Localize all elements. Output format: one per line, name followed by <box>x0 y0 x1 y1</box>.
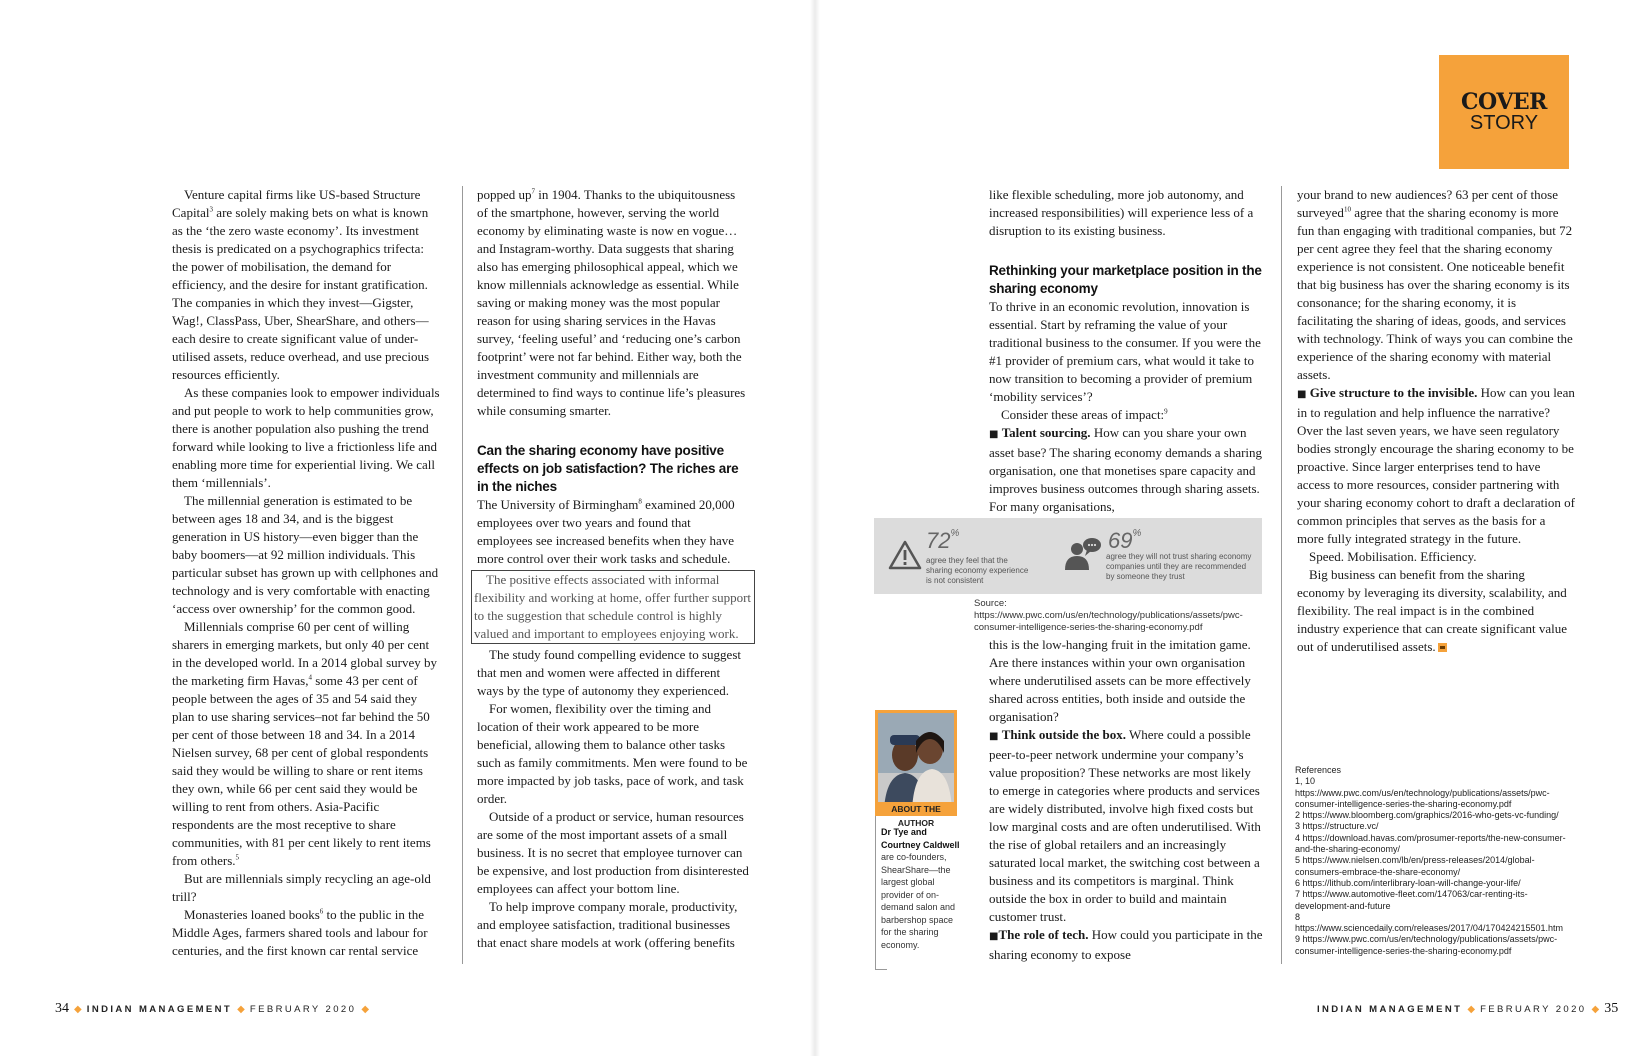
bullet-text: Where could a possible peer-to-peer network undermine your company’s value proposition? These networks are most likely to emerge in categories where products and services are widely distributed, involve high fixed costs but low marginal costs and are often underutilised. With the rise of global retailers and an increasingly saturated local market, the switching cost between a business and its competitors is marginal. Think outside the box in order to build and maintain customer trust. <box>989 727 1261 924</box>
paragraph: Speed. Mobilisation. Efficiency. <box>1309 549 1477 564</box>
subheading: Rethinking your marketplace position in the sharing economy <box>989 263 1262 296</box>
reference-item[interactable]: 9 https://www.pwc.com/us/en/technology/publications/assets/pwc-consumer-intelligence-series-the-sharing-economy.pdf <box>1295 934 1558 956</box>
cover-story-tag <box>1439 55 1569 169</box>
paragraph: your brand to new audiences? 63 per cent of those surveyed$^{10}$ agree that the sharing economy is more fun than engaging with traditional companies, but 72 per cent agree they feel that the sharing economy experience is not consistent. One noticeable benefit that big business has over the sharing economy is its consonance; for the sharing economy, it is facilitating the sharing of ideas, goods, and services with technology. Think of ways you can combine the experience of the sharing economy with material assets. <box>1297 187 1573 382</box>
footnote-marker: 6 <box>319 907 324 916</box>
stat-description: agree they will not trust sharing economy companies until they are recommended by someone they trust <box>1106 552 1252 581</box>
people-chat-icon <box>1063 536 1103 570</box>
paragraph: The University of Birmingham$^8$ examined 20,000 employees over two years and found that employees see increased benefits when they have more control over their work tasks and schedule. <box>477 497 735 566</box>
about-author-label: ABOUT THE AUTHOR <box>875 802 957 816</box>
issue-date: FEBRUARY 2020 <box>1480 1004 1587 1015</box>
footnote-marker: 5 <box>235 853 240 862</box>
bullet-item <box>989 926 1263 964</box>
paragraph: But are millennials simply recycling an age-old trill? <box>172 871 431 904</box>
boxed-quote <box>471 570 755 644</box>
paragraph <box>1297 566 1575 656</box>
diamond-icon: ◆ <box>237 1004 245 1015</box>
references <box>1295 765 1570 957</box>
bullet-text: How can you share your own asset base? The sharing economy demands a sharing organisation, one that monetises spare capacity and improves business outcomes through sharing assets. For many organisations, <box>989 425 1263 514</box>
author-description: are co-founders, ShearShare—the largest global provider of on-demand salon and barbershop space for the sharing economy. <box>881 852 956 950</box>
reference-item[interactable]: 5 https://www.nielsen.com/lb/en/press-releases/2014/global-consumers-embrace-the-share-economy/ <box>1295 855 1535 877</box>
page-gutter <box>810 0 820 1056</box>
paragraph: Millennials comprise 60 per cent of willing sharers in emerging markets, but only 40 per cent in the developed world. In a 2014 global survey by the marketing firm Havas,$^4$ some 43 per cent of people between the ages of 35 and 54 said they plan to use sharing services–not far behind the 50 per cent of those between 18 and 34. In a 2014 Nielsen survey, 68 per cent of global respondents said they would be willing to share or rent items they own, while 66 per cent said they would be willing to rent from others. Asia-Pacific respondents are the most receptive to share communities, with 81 per cent likely to rent items from others.$^5$ <box>172 619 437 868</box>
square-bullet-icon: ■ <box>989 731 999 742</box>
article-column-4 <box>1297 186 1575 656</box>
footnote-marker: 3 <box>209 205 214 214</box>
article-column-1 <box>172 186 442 960</box>
stats-source: Source: https://www.pwc.com/us/en/technology/publications/assets/pwc-consumer-intelligence-series-the-sharing-economy.pdf <box>974 598 1243 633</box>
stats-box <box>874 518 1262 594</box>
page-footer-right <box>1317 1001 1618 1017</box>
page-number: 35 <box>1604 1001 1619 1016</box>
paragraph: To thrive in an economic revolution, innovation is essential. Start by reframing the value of your traditional business to the consumer. If you were the #1 provider of premium cars, what would it take to now transition to becoming a provider of premium ‘mobility services’? <box>989 299 1261 404</box>
author-photo <box>875 710 957 813</box>
reference-item[interactable]: 3 https://structure.vc/ <box>1295 821 1379 832</box>
reference-item[interactable]: 6 https://lithub.com/interlibrary-loan-will-change-your-life/ <box>1295 877 1521 888</box>
magazine-name: INDIAN MANAGEMENT <box>86 1004 233 1015</box>
bullet-text: How could you participate in the sharing economy to expose <box>989 927 1263 962</box>
article-column-2 <box>474 186 752 952</box>
footnote-marker: 8 <box>638 497 642 506</box>
author-bio <box>881 826 961 951</box>
reference-item[interactable]: 8 https://www.sciencedaily.com/releases/2017/04/170424215501.htm <box>1295 911 1563 934</box>
footnote-marker: 4 <box>308 673 312 682</box>
diamond-icon: ◆ <box>1591 1004 1600 1015</box>
cover-tag-line2: STORY <box>1469 112 1539 134</box>
cover-tag-line1: COVER <box>1461 89 1547 115</box>
end-of-article-icon <box>1438 643 1447 652</box>
bullet-lead: Give structure to the invisible. <box>1309 385 1478 400</box>
paragraph: The millennial generation is estimated to be between ages 18 and 34, and is the biggest generation in US history—even bigger than the baby boomers—at 92 million individuals. This particular subset has grown up with cellphones and technology and is very comfortable with enacting ‘access over ownership’ for the common good. <box>172 493 439 616</box>
page-number: 34 <box>55 1001 69 1016</box>
article-column-3 <box>989 186 1263 516</box>
stat-value: 72% <box>926 528 960 553</box>
quote-text: The positive effects associated with informal flexibility and working at home, offer further support to the suggestion that schedule control is highly valued and important to employees enjoying work. <box>474 572 752 641</box>
stat-description: agree they feel that the sharing economy experience is not consistent <box>926 556 1029 585</box>
footnote-marker: 10 <box>1343 205 1351 214</box>
bullet-item <box>1297 384 1575 548</box>
footnote-marker: 7 <box>531 187 536 196</box>
author-box-rule <box>875 969 887 970</box>
stat-value: 69% <box>1108 528 1142 553</box>
reference-item[interactable]: 1, 10 https://www.pwc.com/us/en/technology/publications/assets/pwc-consumer-intelligence-series-the-sharing-economy.pdf <box>1295 776 1550 809</box>
diamond-icon: ◆ <box>74 1004 82 1015</box>
references-title: References <box>1295 765 1342 775</box>
page-footer-left <box>55 1001 369 1017</box>
author-portrait-image <box>878 713 954 810</box>
paragraph: popped $up^7$ in 1904. Thanks to the ubiquitousness of the smartphone, however, serving the world economy by eliminating waste is now en vogue… and Instagram-worthy. Data suggests that sharing also has emerging philosophical appeal, which we know millennials acknowledge as essential. While saving or making money was the most popular reason for using sharing services in the Havas survey, ‘feeling useful’ and ‘reducing one’s carbon footprint’ were not far behind. Either way, both the investment community and millennials are determined to find ways to continue life’s pleasures while consuming smarter. <box>477 187 746 418</box>
bullet-lead: The role of tech. <box>998 927 1089 942</box>
reference-item[interactable]: 2 https://www.bloomberg.com/graphics/2016-who-gets-vc-funding/ <box>1295 810 1559 821</box>
author-names: Dr Tye and Courtney Caldwell <box>881 827 960 850</box>
diamond-icon: ◆ <box>361 1004 370 1015</box>
footnote-marker: 9 <box>1164 407 1168 416</box>
square-bullet-icon: ■ <box>989 931 999 942</box>
paragraph: The study found compelling evidence to suggest that men and women were affected in different ways by the type of autonomy they experienced. <box>477 647 742 698</box>
article-column-3-continued <box>989 636 1263 964</box>
bullet-text: How can you lean in to regulation and help influence the narrative? Over the last seven years, we have seen regulatory bodies strongly encourage the sharing economy to be proactive. Since larger enterprises tend to have access to more resources, consider partnering with your sharing economy cohort to draft a declaration of common principles that serves as the basis for a more fully integrated strategy in the future. <box>1297 385 1575 546</box>
reference-item[interactable]: 7 https://www.automotive-fleet.com/147063/car-renting-its-development-and-future <box>1295 889 1528 911</box>
subheading: Can the sharing economy have positive effects on job satisfaction? The riches are in the niches <box>477 443 739 494</box>
bullet-item <box>989 726 1263 926</box>
paragraph: Consider these areas of impact:$^9$ <box>1001 407 1168 422</box>
paragraph: For women, flexibility over the timing and location of their work appeared to be more beneficial, allowing them to balance other tasks such as family commitments. Men were found to be more impacted by job tasks, pace of work, and task order. <box>477 701 748 806</box>
bullet-lead: Think outside the box. <box>1001 727 1126 742</box>
magazine-name: INDIAN MANAGEMENT <box>1317 1004 1463 1015</box>
paragraph: like flexible scheduling, more job autonomy, and increased responsibilities) will experience less of a disruption to its existing business. <box>989 187 1254 238</box>
issue-date: FEBRUARY 2020 <box>249 1004 357 1015</box>
author-box-rule <box>875 816 876 970</box>
bullet-lead: Talent sourcing. <box>1001 425 1091 440</box>
square-bullet-icon: ■ <box>1297 389 1307 400</box>
paragraph: To help improve company morale, productivity, and employee satisfaction, traditional businesses that enact share models at work (offering benefits <box>477 899 738 950</box>
references-list <box>1295 776 1570 957</box>
paragraph: this is the low-hanging fruit in the imitation game. Are there instances within your own organisation where underutilised assets can be more effectively shared across entities, both inside and outside the organisation? <box>989 637 1251 724</box>
bullet-item <box>989 424 1263 516</box>
column-divider <box>462 186 463 964</box>
column-divider <box>1281 186 1282 964</box>
paragraph-text: Big business can benefit from the sharing economy by leveraging its diversity, scalability, and flexibility. The real impact is in the combined industry experience that can create significant value out of underutilised assets. <box>1297 567 1567 654</box>
paragraph: As these companies look to empower individuals and put people to work to help communities grow, there is another population also pushing the trend forward while looking to live a frictionless life and enabling more time for experiential living. We call them ‘millennials’. <box>172 385 440 490</box>
diamond-icon: ◆ <box>1467 1004 1476 1015</box>
paragraph: Monasteries loaned books$^6$ to the public in the Middle Ages, farmers shared tools and labour for centuries, and the first known car rental service <box>172 907 428 958</box>
warning-icon <box>888 540 922 570</box>
square-bullet-icon: ■ <box>989 429 999 440</box>
paragraph: Outside of a product or service, human resources are some of the most important assets of a small business. It is no secret that employee turnover can be expensive, and lost production from disinterested employees can affect your bottom line. <box>477 809 749 896</box>
paragraph: Venture capital firms like US-based Structure Capital$^3$ are solely making bets on what is known as the ‘the zero waste economy’. Its investment thesis is predicated on a psychographics trifecta: the power of mobilisation, the demand for efficiency, and the desire for instant gratification. The companies in which they invest—Gigster, Wag!, ClassPass, Uber, ShearShare, and others—each desire to create significant value of under-utilised assets, reduce overhead, and use precious resources efficiently. <box>172 187 430 382</box>
reference-item[interactable]: 4 https://download.havas.com/prosumer-reports/the-new-consumer-and-the-sharing-economy/ <box>1295 832 1566 855</box>
